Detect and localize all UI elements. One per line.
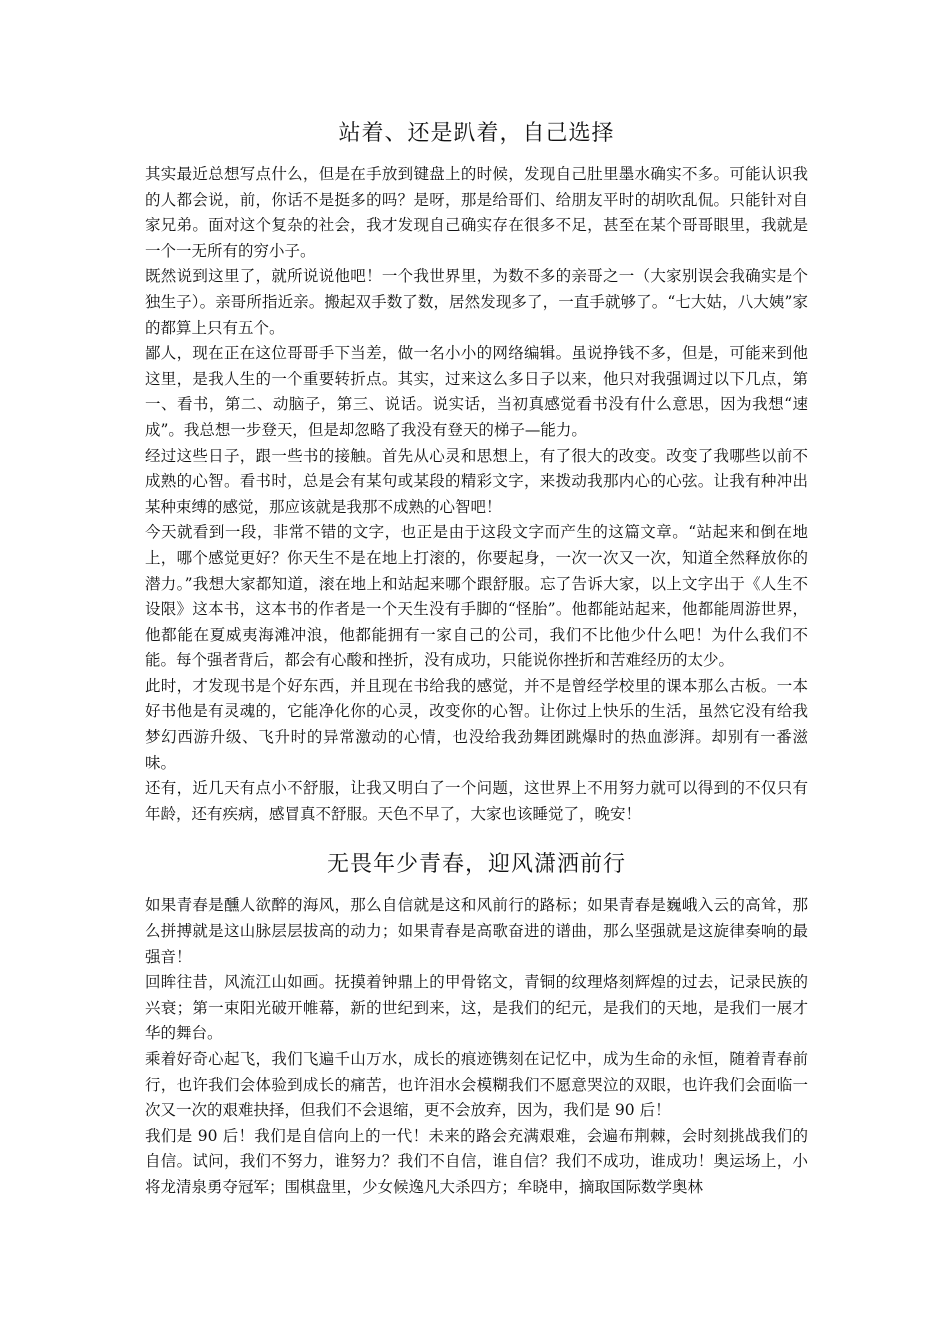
article-paragraph: 我们是 90 后！我们是自信向上的一代！未来的路会充满艰难，会遍布荆棘，会时刻挑战我们的自信。试问，我们不努力，谁努力？我们不自信，谁自信？我们不成功，谁成功！奥运场上，小将龙清泉勇夺冠军；围棋盘里，少女候逸凡大杀四方；牟晓申，摘取国际数学奥林 <box>145 1126 808 1196</box>
article-paragraph: 回眸往昔，风流江山如画。抚摸着钟鼎上的甲骨铭文，青铜的纹理烙刻辉煌的过去，记录民族的兴衰；第一束阳光破开帷幕，新的世纪到来，这，是我们的纪元，是我们的天地，是我们一展才华的舞台。 <box>145 973 808 1043</box>
article-paragraph: 既然说到这里了，就所说说他吧！一个我世界里，为数不多的亲哥之一（大家别误会我确实是个独生子）。亲哥所指近亲。搬起双手数了数，居然发现多了，一直手就够了。“七大姑，八大姨”家的都算上只有五个。 <box>145 267 808 337</box>
article-title: 站着、还是趴着，自己选择 <box>338 121 615 146</box>
article-paragraph: 此时，才发现书是个好东西，并且现在书给我的感觉，并不是曾经学校里的课本那么古板。一本好书他是有灵魂的，它能净化你的心灵，改变你的心智。让你过上快乐的生活，虽然它没有给我梦幻西游升级、飞升时的异常激动的心情，也没给我劲舞团跳爆时的热血澎湃。却别有一番滋味。 <box>145 676 808 772</box>
article-paragraph: 还有，近几天有点小不舒服，让我又明白了一个问题，这世界上不用努力就可以得到的不仅只有年龄，还有疾病，感冒真不舒服。天色不早了，大家也该睡觉了，晚安！ <box>145 779 808 823</box>
article-title: 无畏年少青春，迎风潇洒前行 <box>326 852 626 878</box>
article-paragraph: 其实最近总想写点什么，但是在手放到键盘上的时候，发现自己肚里墨水确实不多。可能认识我的人都会说，前，你话不是挺多的吗？是呀，那是给哥们、给朋友平时的胡吹乱侃。只能针对自家兄弟。面对这个复杂的社会，我才发现自己确实存在很多不足，甚至在某个哥哥眼里，我就是一个一无所有的穷小子。 <box>145 165 808 260</box>
article-paragraph: 如果青春是醺人欲醉的海风，那么自信就是这和风前行的路标；如果青春是巍峨入云的高耸，那么拼搏就是这山脉层层拔高的动力；如果青春是高歌奋进的谱曲，那么坚强就是这旋律奏响的最强音！ <box>145 896 808 966</box>
article-paragraph: 鄙人，现在正在这位哥哥手下当差，做一名小小的网络编辑。虽说挣钱不多，但是，可能来到他这里，是我人生的一个重要转折点。其实，过来这么多日子以来，他只对我强调过以下几点，第一、看书，第二、动脑子，第三、说话。说实话，当初真感觉看书没有什么意思，因为我想“速成”。我总想一步登天，但是却忽略了我没有登天的梯子—能力。 <box>145 344 808 439</box>
article-paragraph: 今天就看到一段，非常不错的文字，也正是由于这段文字而产生的这篇文章。“站起来和倒在地上，哪个感觉更好？你天生不是在地上打滚的，你要起身，一次一次又一次，知道全然释放你的潜力。”我想大家都知道，滚在地上和站起来哪个跟舒服。忘了告诉大家，以上文字出于《人生不设限》这本书，这本书的作者是一个天生没有手脚的“怪胎”。他都能站起来，他都能周游世界，他都能在夏威夷海滩冲浪，他都能拥有一家自己的公司，我们不比他少什么吧！为什么我们不能。每个强者背后，都会有心酸和挫折，没有成功，只能说你挫折和苦难经历的太少。 <box>145 523 808 670</box>
article-paragraph: 经过这些日子，跟一些书的接触。首先从心灵和思想上，有了很大的改变。改变了我哪些以前不成熟的心智。看书时，总是会有某句或某段的精彩文字，来拨动我那内心的心弦。让我有种冲出某种束缚的感觉，那应该就是我那不成熟的心智吧！ <box>145 446 808 516</box>
article-paragraph: 乘着好奇心起飞，我们飞遍千山万水，成长的痕迹镌刻在记忆中，成为生命的永恒，随着青春前行，也许我们会体验到成长的痛苦，也许泪水会模糊我们不愿意哭泣的双眼，也许我们会面临一次又一次的艰难抉择，但我们不会退缩，更不会放弃，因为，我们是 90 后！ <box>145 1050 808 1120</box>
article-1 <box>145 118 808 827</box>
document-page <box>145 118 808 1201</box>
article-2 <box>145 849 808 1200</box>
